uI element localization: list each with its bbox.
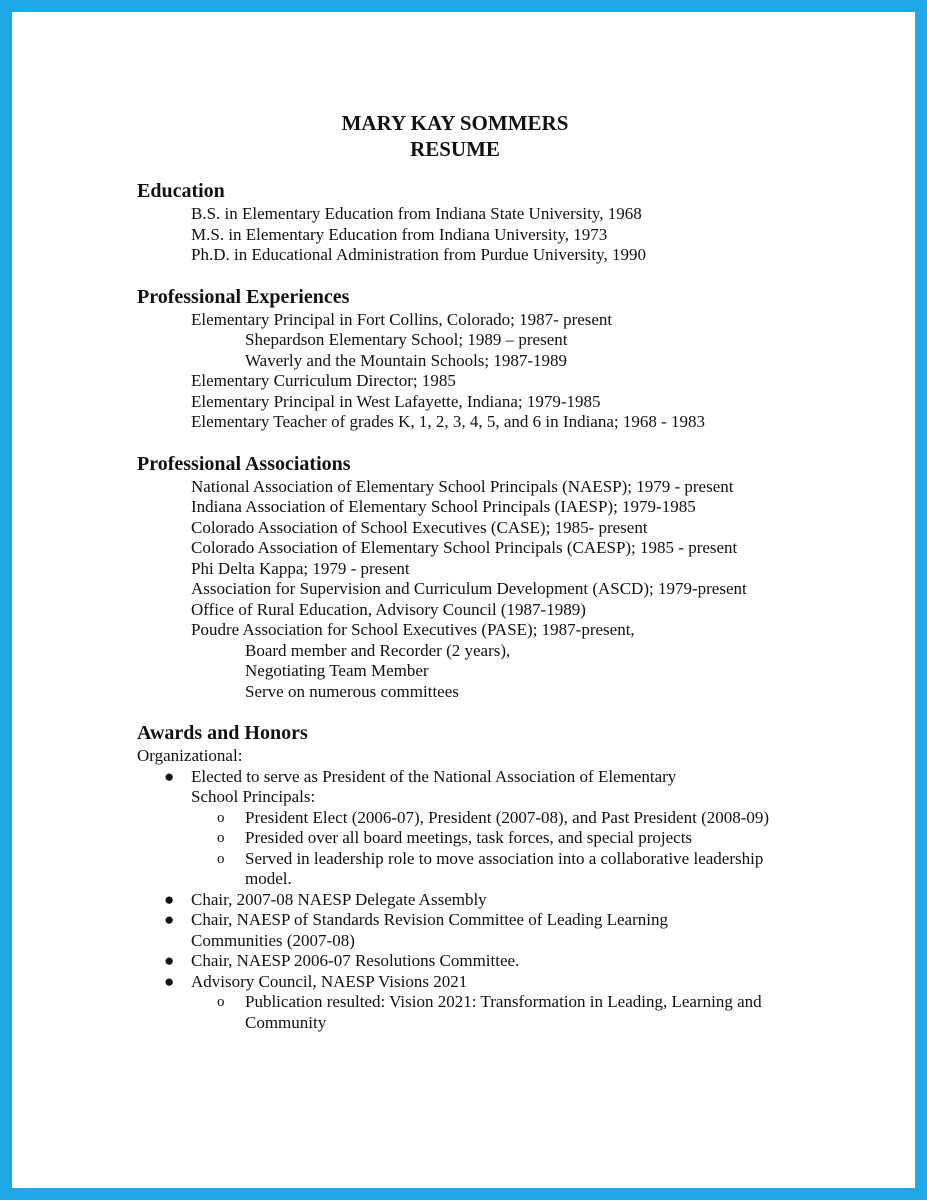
award-subitem-text: Publication resulted: Vision 2021: Transformation in Leading, Learning and Community: [245, 992, 762, 1032]
association-item: Board member and Recorder (2 years),: [245, 640, 511, 660]
award-subitem: [137, 808, 837, 829]
association-item: Negotiating Team Member: [245, 661, 429, 680]
resume-name: MARY KAY SOMMERS: [341, 111, 569, 135]
bullet-mark: ●: [164, 889, 175, 909]
award-subitem: [137, 849, 837, 890]
award-subitem-text: President Elect (2006-07), President (2007-08), and Past President (2008-09): [245, 807, 770, 827]
resume-content: [137, 110, 837, 1033]
award-subitem: [137, 992, 837, 1033]
award-item: [137, 972, 837, 993]
association-item: Indiana Association of Elementary School Principals (IAESP); 1979-1985: [191, 497, 696, 516]
experience-item: Waverly and the Mountain Schools; 1987-1989: [245, 350, 568, 370]
resume-subtitle: RESUME: [410, 137, 500, 161]
experience-section: [137, 284, 837, 433]
associations-list: [137, 477, 837, 703]
awards-category: Organizational:: [137, 746, 243, 765]
award-subitem: [137, 828, 837, 849]
award-text: Chair, NAESP 2006-07 Resolutions Committee.: [191, 951, 520, 970]
awards-heading: Awards and Honors: [137, 722, 308, 744]
association-item: Poudre Association for School Executives (PASE); 1987-present,: [191, 620, 635, 639]
association-item: Association for Supervision and Curriculum Development (ASCD); 1979-present: [191, 579, 747, 598]
education-item: B.S. in Elementary Education from Indiana State University, 1968: [191, 204, 642, 223]
resume-page: [12, 12, 915, 1188]
education-item: Ph.D. in Educational Administration from Purdue University, 1990: [191, 245, 647, 264]
association-item: Colorado Association of School Executives (CASE); 1985- present: [191, 517, 648, 537]
award-item: [137, 890, 837, 911]
sub-bullet-mark: o: [217, 850, 225, 867]
award-item: [137, 910, 837, 951]
education-item: M.S. in Elementary Education from Indiana University, 1973: [191, 224, 608, 244]
association-item: Office of Rural Education, Advisory Council (1987-1989): [191, 599, 586, 619]
bullet-mark: ●: [164, 910, 175, 929]
bullet-mark: ●: [164, 766, 175, 786]
awards-list: [137, 767, 837, 1034]
associations-section: [137, 451, 837, 703]
sub-bullet-mark: o: [217, 994, 225, 1010]
associations-heading: Professional Associations: [137, 452, 351, 475]
association-item: Colorado Association of Elementary School Principals (CAESP); 1985 - present: [191, 538, 738, 557]
sub-bullet-mark: o: [217, 830, 225, 846]
experience-heading: Professional Experiences: [137, 285, 350, 308]
award-text: Elected to serve as President of the National Association of Elementary School Principals:: [191, 766, 677, 806]
experience-item: Elementary Curriculum Director; 1985: [191, 371, 456, 390]
association-item: National Association of Elementary School Principals (NAESP); 1979 - present: [191, 476, 734, 496]
experience-item: Elementary Teacher of grades K, 1, 2, 3, 4, 5, and 6 in Indiana; 1968 - 1983: [191, 412, 706, 431]
experience-item: Elementary Principal in West Lafayette, Indiana; 1979-1985: [191, 391, 601, 411]
education-heading: Education: [137, 180, 225, 202]
award-text: Advisory Council, NAESP Visions 2021: [191, 971, 468, 991]
education-section: [137, 178, 837, 266]
experience-item: Shepardson Elementary School; 1989 – present: [245, 330, 568, 349]
experience-list: [137, 310, 837, 433]
award-subitem-text: Presided over all board meetings, task forces, and special projects: [245, 828, 693, 847]
bullet-mark: ●: [164, 951, 175, 970]
awards-section: [137, 720, 837, 1033]
sub-bullet-mark: o: [217, 809, 225, 826]
award-text: Chair, 2007-08 NAESP Delegate Assembly: [191, 889, 487, 909]
award-item: [137, 951, 837, 972]
bullet-mark: ●: [164, 971, 175, 991]
award-item: [137, 767, 837, 808]
association-item: Serve on numerous committees: [245, 681, 459, 701]
award-subitem-text: Served in leadership role to move association into a collaborative leadership model.: [245, 848, 764, 888]
association-item: Phi Delta Kappa; 1979 - present: [191, 558, 410, 578]
award-text: Chair, NAESP of Standards Revision Committee of Leading Learning Communities (2007-08): [191, 910, 668, 950]
experience-item: Elementary Principal in Fort Collins, Colorado; 1987- present: [191, 309, 613, 329]
education-list: [137, 204, 837, 266]
